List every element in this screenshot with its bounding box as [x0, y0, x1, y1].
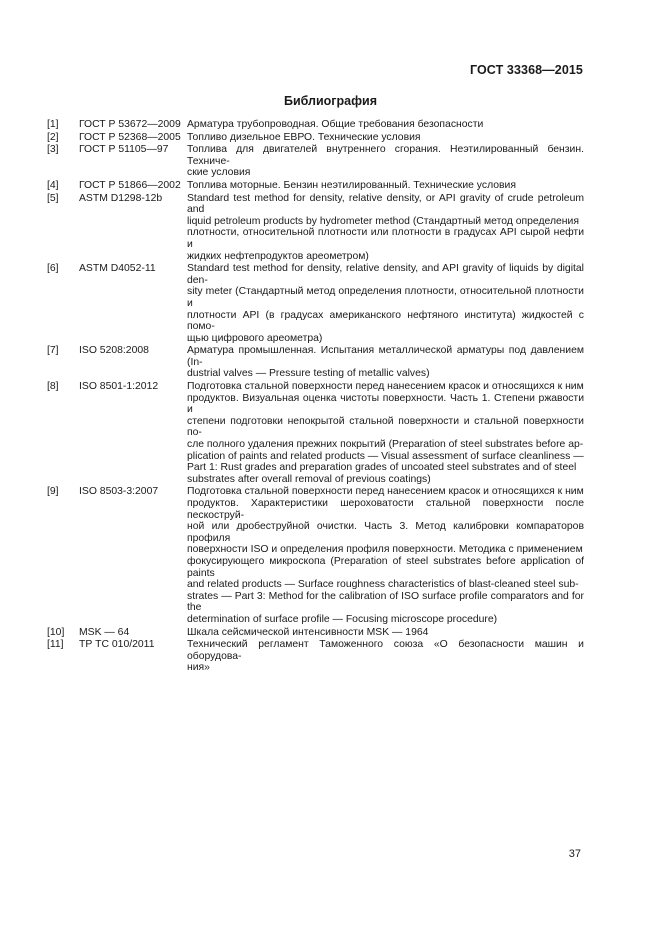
- entry-reference: ASTM D1298-12b: [79, 192, 163, 204]
- bibliography-entry: [47, 627, 584, 639]
- entry-number: [9]: [47, 486, 59, 498]
- entry-number: [7]: [47, 345, 59, 357]
- entry-reference: ISO 5208:2008: [79, 345, 149, 357]
- page-number: 37: [568, 848, 581, 860]
- entry-description: Топливо дизельное ЕВРО. Технические условия: [187, 131, 421, 143]
- entry-number: [4]: [47, 179, 59, 191]
- bibliography-entry: [47, 381, 584, 485]
- entry-reference: ГОСТ Р 51105—97: [79, 144, 169, 156]
- bibliography-entry: [47, 263, 584, 344]
- entry-description: Топлива моторные. Бензин неэтилированный. Технические условия: [187, 179, 516, 191]
- entry-description: Технический регламент Таможенного союза «О безопасности машин и оборудова- ния»: [187, 639, 584, 674]
- bibliography-entry: [47, 180, 584, 192]
- entry-reference: ГОСТ Р 53672—2009: [79, 119, 181, 130]
- entry-reference: ГОСТ Р 52368—2005: [79, 131, 181, 143]
- entry-description: Standard test method for density, relative density, and API gravity of liquids by digital den- sity meter (Стандартный метод определения плотности, относительной плотности и плотности API (в градусах американского нефтяного института) жидкостей с помо- щью цифрового ареометра): [187, 263, 584, 344]
- bibliography-entry: [47, 486, 584, 625]
- entry-number: [11]: [47, 639, 64, 651]
- bibliography-entry: [47, 119, 584, 131]
- entry-description: Арматура трубопроводная. Общие требования безопасности: [187, 119, 484, 130]
- entry-description: Подготовка стальной поверхности перед нанесением красок и относящихся к ним продуктов. Визуальная оценка чистоты поверхности. Часть 1. Степени ржавости и степени подготовки непокрытой стальной поверхности и стальной поверхности по- сле полного удаления прежних покрытий (Preparation of steel substrates before ap- plication of paints and related products — Visual assessment of surface cleanliness — Part 1: Rust grades and preparation grades of uncoated steel substrates and of steel substrates after overall removal of previous coatings): [187, 381, 584, 485]
- entry-number: [1]: [47, 119, 59, 130]
- entry-reference: MSK — 64: [79, 626, 130, 638]
- entry-reference: ASTM D4052-11: [79, 263, 156, 275]
- document-code: ГОСТ 33368—2015: [469, 63, 583, 77]
- entry-number: [8]: [47, 381, 59, 393]
- entry-reference: ISO 8503-3:2007: [79, 486, 159, 498]
- entry-description: Арматура промышленная. Испытания металлической арматуры под давлением (In- dustrial valves — Pressure testing of metallic valves): [187, 345, 584, 380]
- bibliography-entry: [47, 193, 584, 263]
- bibliography-entry: [47, 132, 584, 144]
- entry-reference: ТР ТС 010/2011: [79, 639, 155, 651]
- bibliography-list: [47, 119, 584, 675]
- bibliography-entry: [47, 639, 584, 674]
- bibliography-entry: [47, 144, 584, 179]
- entry-description: Топлива для двигателей внутреннего сгорания. Неэтилированный бензин. Техниче- ские условия: [187, 144, 584, 179]
- entry-number: [2]: [47, 131, 59, 143]
- entry-number: [6]: [47, 263, 59, 275]
- entry-number: [3]: [47, 144, 59, 156]
- entry-description: Шкала сейсмической интенсивности MSK — 1964: [187, 626, 429, 638]
- entry-description: Standard test method for density, relative density, or API gravity of crude petroleum and liquid petroleum products by hydrometer method (Стандартный метод определения плотности, относительной плотности или плотности в градусах API сырой нефти и жидких нефтепродуктов ареометром): [187, 192, 584, 262]
- entry-reference: ISO 8501-1:2012: [79, 381, 159, 393]
- entry-number: [5]: [47, 192, 59, 204]
- bibliography-entry: [47, 345, 584, 380]
- entry-number: [10]: [47, 626, 65, 638]
- page-title: Библиография: [283, 94, 378, 108]
- entry-description: Подготовка стальной поверхности перед нанесением красок и относящихся к ним продуктов. Характеристики шероховатости стальной поверхности после пескоструй- ной или дробеструйной очистки. Часть 3. Метод калибровки компараторов профиля поверхности ISO и определения профиля поверхности. Методика с применением фокусирующего микроскопа (Preparation of steel substrates before application of paints and related products — Surface roughness characteristics of blast-cleaned steel sub- strates — Part 3: Method for the calibration of ISO surface profile comparators and for the determination of surface profile — Focusing microscope procedure): [187, 486, 584, 625]
- entry-reference: ГОСТ Р 51866—2002: [79, 179, 181, 191]
